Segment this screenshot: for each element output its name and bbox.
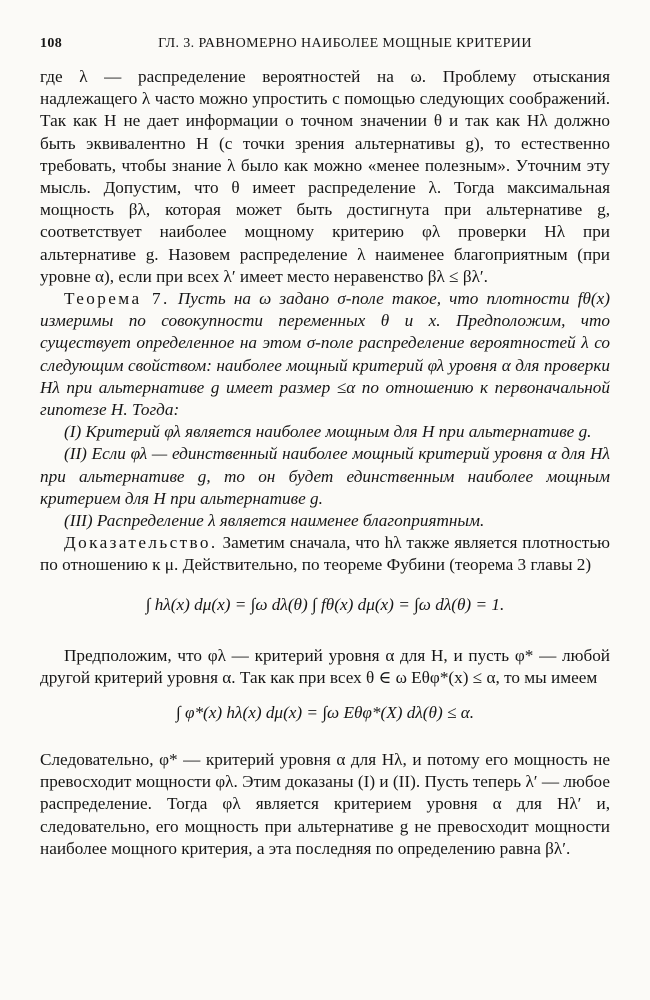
theorem-7	[40, 288, 610, 421]
theorem-item-1: (I) Критерий φλ является наиболее мощным для H при альтернативе g.	[64, 422, 592, 442]
page-number: 108	[40, 36, 63, 51]
proof-paragraph	[40, 532, 610, 576]
theorem-label: Теорема 7.	[64, 289, 170, 309]
paragraph-suppose: Предположим, что φλ — критерий уровня α для H, и пусть φ* — любой другой критерий уровня α. Так как при всех θ ∈ ω Eθφ*(x) ≤ α, то мы имеем	[40, 645, 610, 687]
paragraph-conclusion: Следовательно, φ* — критерий уровня α для Hλ, и потому его мощность не превосходит мощности φλ. Этим доказаны (I) и (II). Пусть теперь λ′ — любое распределение. Тогда φλ является критерием уровня α для Hλ′ и, следовательно, его мощность при альтернативе g не превосходит мощности наиболее мощного критерия, а эта последняя по определению равна βλ′.	[40, 750, 610, 858]
theorem-item-3: (III) Распределение λ является наименее благоприятным.	[64, 511, 485, 531]
proof-label: Доказательство.	[64, 533, 218, 553]
fubini-formula: ∫ hλ(x) dμ(x) = ∫ω dλ(θ) ∫ fθ(x) dμ(x) = ∫ω dλ(θ) = 1.	[145, 594, 505, 614]
theorem-text: Пусть на ω задано σ-поле такое, что плотности fθ(x) измеримы по совокупности переменных θ и x. Предположим, что существует определенное на этом σ-поле распределение вероятностей λ со следующим свойством: наиболее мощный критерий φλ уровня α для проверки Hλ при альтернативе g имеет размер ≤α по отношению к первоначальной гипотезе H. Тогда:	[40, 289, 610, 420]
theorem-item-2: (II) Если φλ — единственный наиболее мощный критерий уровня α для Hλ при альтернативе g, то он будет единственным наиболее мощным критерием для H при альтернативе g.	[40, 444, 610, 508]
proof-text: Заметим сначала, что hλ также является плотностью по отношению к μ. Действительно, по теореме Фубини (теорема 3 главы 2)	[40, 533, 610, 575]
intro-paragraph: где λ — распределение вероятностей на ω. Проблему отыскания надлежащего λ часто можно упростить с помощью следующих соображений. Так как H не дает информации о точном значении θ и так как Hλ должно быть эквивалентно H (с точки зрения альтернативы g), то естественно требовать, чтобы знание λ было как можно «менее полезным». Уточним эту мысль. Допустим, что θ имеет распределение λ. Тогда максимальная мощность βλ, которая может быть достигнута при альтернативе g, соответствует наиболее мощному критерию φλ проверки Hλ при альтернативе g. Назовем распределение λ наименее благоприятным (при уровне α), если при всех λ′ имеет место неравенство βλ ≤ βλ′.	[40, 67, 610, 286]
expectation-formula: ∫ φ*(x) hλ(x) dμ(x) = ∫ω Eθφ*(X) dλ(θ) ≤ α.	[175, 703, 475, 723]
chapter-title: ГЛ. 3. РАВНОМЕРНО НАИБОЛЕЕ МОЩНЫЕ КРИТЕРИИ	[158, 36, 532, 51]
running-head	[40, 36, 610, 52]
